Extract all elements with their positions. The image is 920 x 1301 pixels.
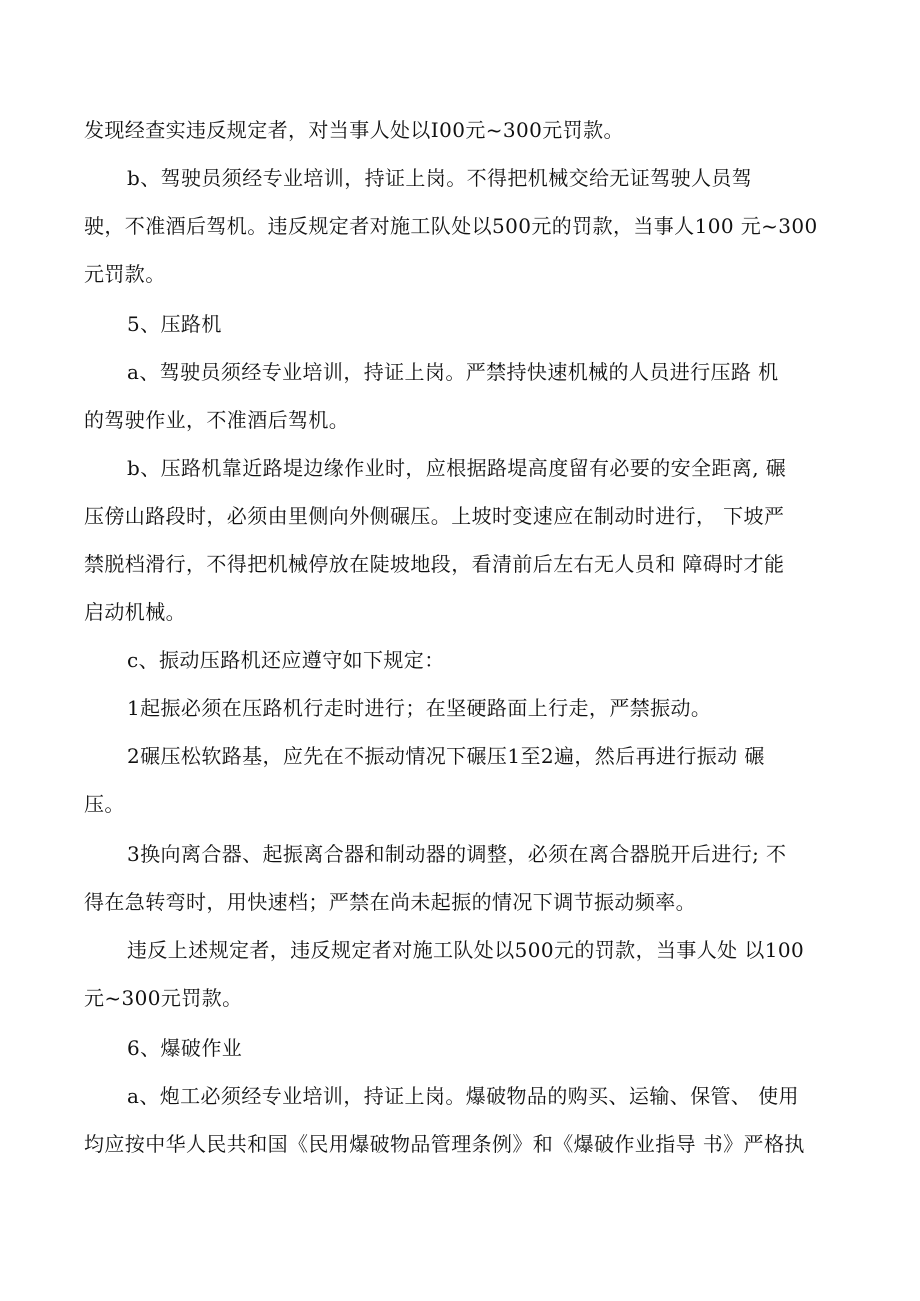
- text-line: 启动机械。: [84, 600, 186, 624]
- text-line: 压。: [84, 792, 125, 816]
- text-line: 得在急转弯时，用快速档；严禁在尚未起振的情况下调节振动频率。: [84, 890, 696, 914]
- text-line: b、驾驶员须经专业培训，持证上岗。不得把机械交给无证驾驶人员驾: [127, 166, 753, 190]
- text-line: 的驾驶作业，不准酒后驾机。: [84, 408, 350, 432]
- text-line: 均应按中华人民共和国《民用爆破物品管理条例》和《爆破作业指导 书》严格执: [84, 1132, 805, 1156]
- text-line: 元罚款。: [84, 262, 166, 286]
- text-line: 违反上述规定者，违反规定者对施工队处以500元的罚款，当事人处 以100: [127, 938, 805, 962]
- text-line: a、炮工必须经专业培训，持证上岗。爆破物品的购买、运输、保管、 使用: [127, 1084, 799, 1108]
- text-line: 压傍山路段时，必须由里侧向外侧碾压。上坡时变速应在制动时进行， 下坡严: [84, 504, 785, 528]
- text-line: 1起振必须在压路机行走时进行；在坚硬路面上行走，严禁振动。: [127, 696, 712, 720]
- text-line: 驶，不准酒后驾机。违反规定者对施工队处以500元的罚款，当事人100 元~300: [84, 214, 818, 238]
- text-line: 禁脱档滑行，不得把机械停放在陡坡地段，看清前后左右无人员和 障碍时才能: [84, 552, 785, 576]
- text-line: b、压路机靠近路堤边缘作业时，应根据路堤高度留有必要的安全距离, 碾: [127, 456, 787, 480]
- text-line: a、驾驶员须经专业培训，持证上岗。严禁持快速机械的人员进行压路 机: [127, 360, 779, 384]
- text-line: 3换向离合器、起振离合器和制动器的调整，必须在离合器脱开后进行; 不: [127, 842, 787, 866]
- section-heading: 5、压路机: [127, 312, 222, 336]
- text-line: c、振动压路机还应遵守如下规定：: [127, 648, 445, 672]
- text-line: 元~300元罚款。: [84, 986, 243, 1010]
- section-heading: 6、爆破作业: [127, 1036, 243, 1060]
- text-line: 2碾压松软路基，应先在不振动情况下碾压1至2遍，然后再进行振动 碾: [127, 744, 765, 768]
- text-line: 发现经查实违反规定者，对当事人处以I00元~300元罚款。: [84, 118, 624, 142]
